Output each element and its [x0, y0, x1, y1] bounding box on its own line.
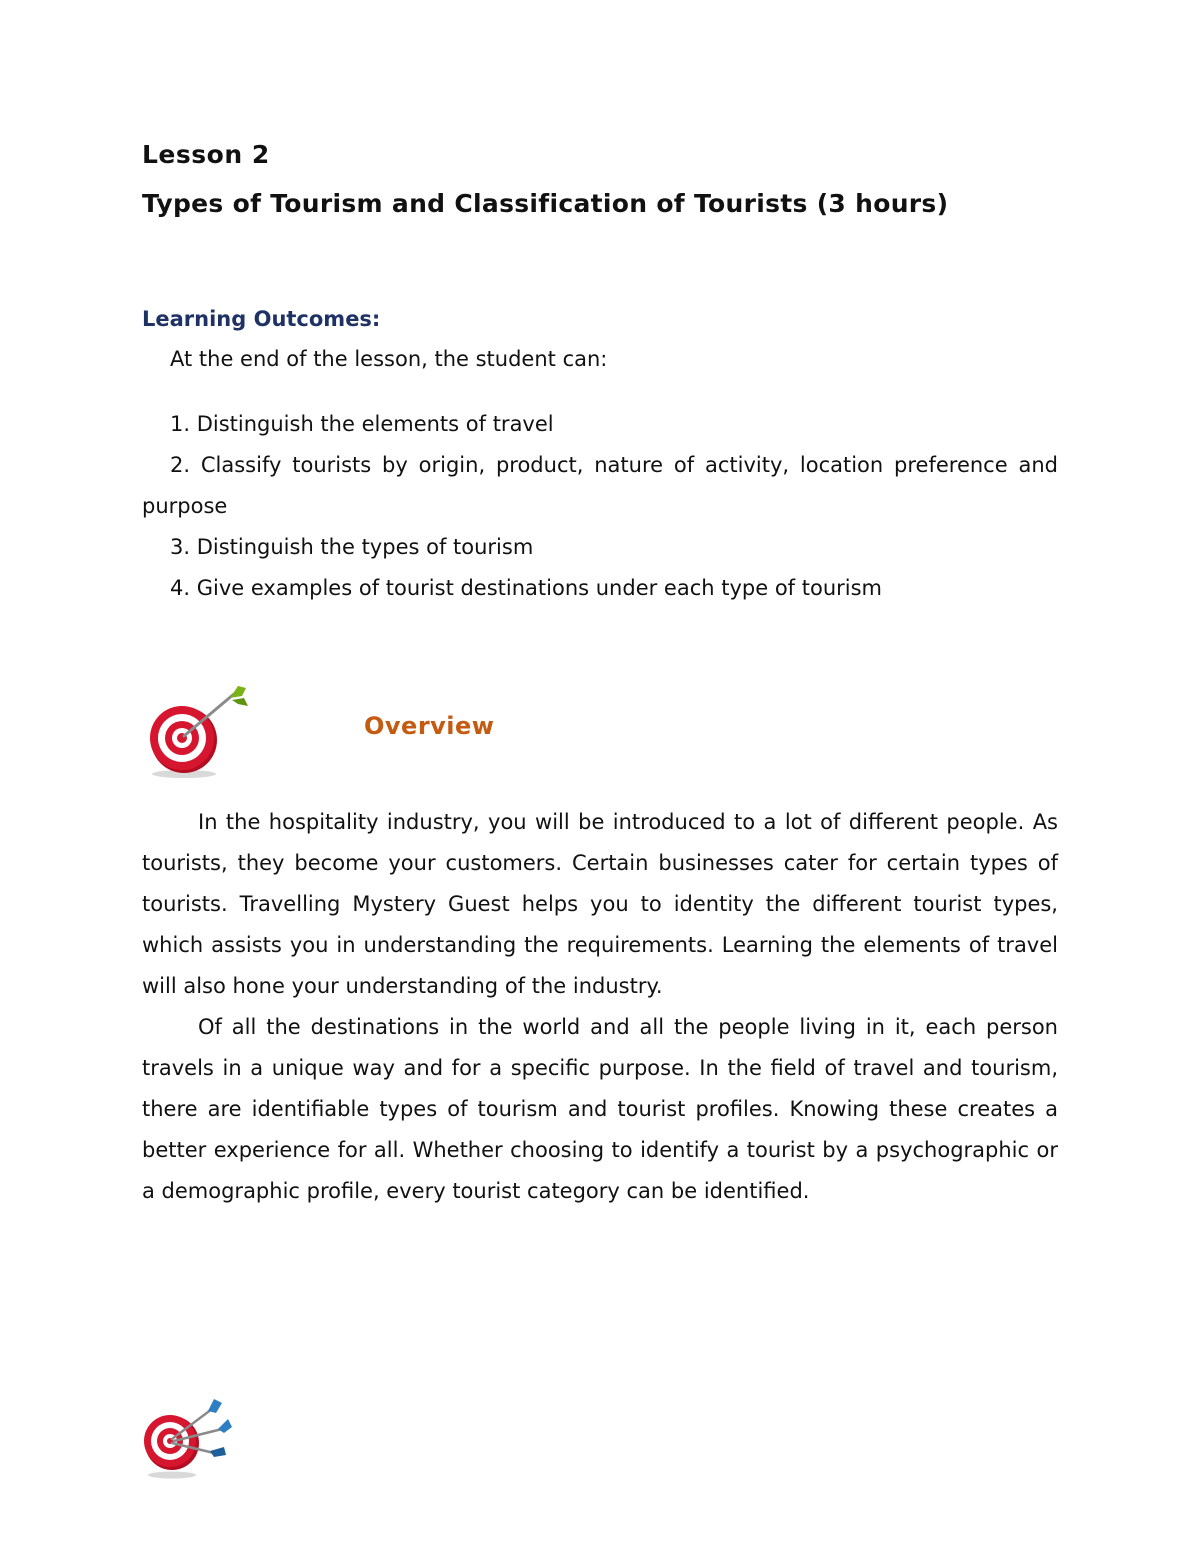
outcome-item: 1. Distinguish the elements of travel [170, 412, 554, 436]
learning-outcomes-list [142, 404, 1058, 609]
learning-outcomes-intro: At the end of the lesson, the student can: [170, 347, 608, 371]
learning-outcomes-heading: Learning Outcomes: [142, 307, 381, 331]
target-dart-icon [142, 680, 252, 780]
outcome-item: 2. Classify tourists by origin, product, nature of activity, location preference and purpose [142, 453, 1058, 518]
lesson-number: Lesson 2 [142, 140, 270, 169]
outcome-item: 3. Distinguish the types of tourism [170, 535, 534, 559]
overview-paragraph: In the hospitality industry, you will be introduced to a lot of different people. As tourists, they become your customers. Certain businesses cater for certain types of tourists. Travelling Mystery Guest helps you to identity the different tourist types, which assists you in understanding the requirements. Learning the elements of travel will also hone your understanding of the industry. [142, 810, 1058, 998]
target-multiple-darts-icon [142, 1395, 234, 1481]
overview-title: Overview [364, 712, 495, 740]
lesson-title: Types of Tourism and Classification of Tourists (3 hours) [142, 189, 949, 218]
outcome-item: 4. Give examples of tourist destinations under each type of tourism [170, 576, 883, 600]
overview-body [142, 802, 1058, 1212]
overview-paragraph: Of all the destinations in the world and all the people living in it, each person travels in a unique way and for a specific purpose. In the field of travel and tourism, there are identifiable types of tourism and tourist profiles. Knowing these creates a better experience for all. Whether choosing to identify a tourist by a psychographic or a demographic profile, every tourist category can be identified. [142, 1015, 1058, 1203]
